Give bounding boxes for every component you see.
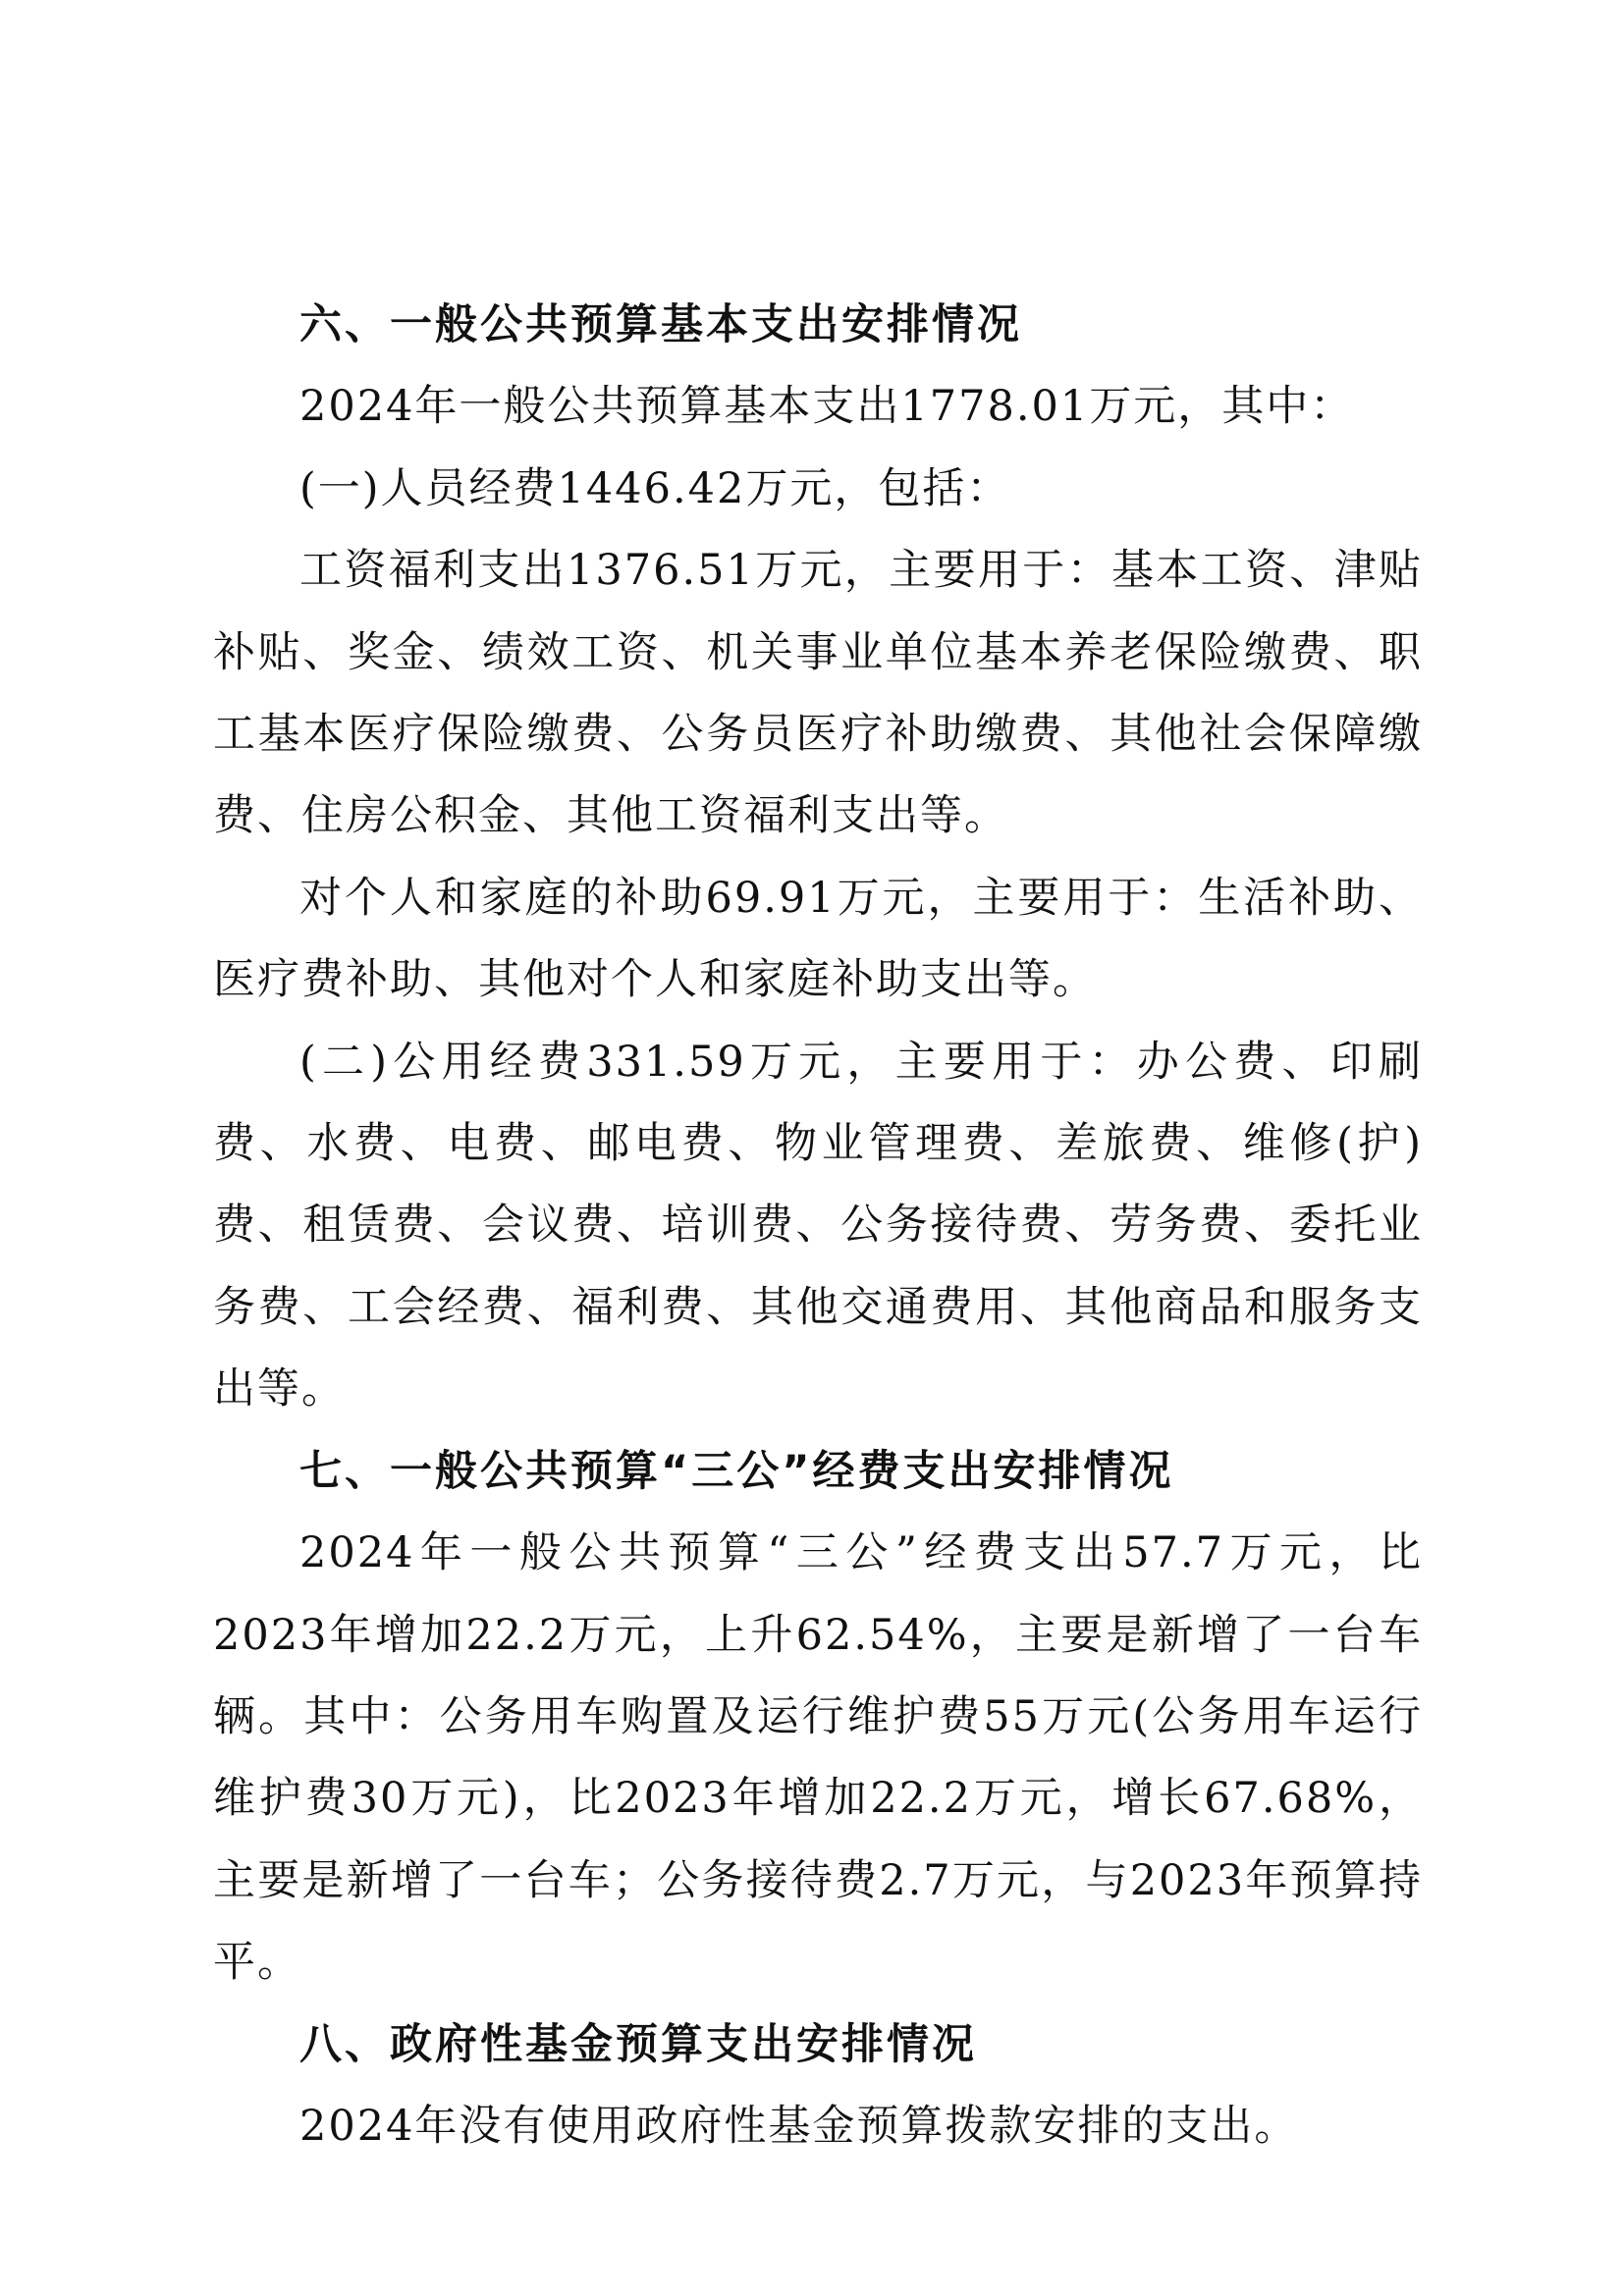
- paragraph-wages-welfare: 工资福利支出1376.51万元，主要用于：基本工资、津贴补贴、奖金、绩效工资、机关事业单位基本养老保险缴费、职工基本医疗保险缴费、公务员医疗补助缴费、其他社会保障缴费、住房公积金、其他工资福利支出等。: [213, 546, 1423, 841]
- paragraph-government-fund: 2024年没有使用政府性基金预算拨款安排的支出。: [299, 2101, 1299, 2151]
- paragraph-public-expenses: (二)公用经费331.59万元，主要用于：办公费、印刷费、水费、电费、邮电费、物业管理费、差旅费、维修(护)费、租赁费、会议费、培训费、公务接待费、劳务费、委托业务费、工会经费、福利费、其他交通费用、其他商品和服务支出等。: [213, 1037, 1423, 1415]
- section-heading-8: 八、政府性基金预算支出安排情况: [299, 2019, 977, 2069]
- section-heading-6: 六、一般公共预算基本支出安排情况: [299, 300, 1022, 349]
- paragraph-three-public-expenses: 2024年一般公共预算“三公”经费支出57.7万元，比2023年增加22.2万元，上升62.54%，主要是新增了一台车辆。其中：公务用车购置及运行维护费55万元(公务用车运行维护费30万元)，比2023年增加22.2万元，增长67.68%，主要是新增了一台车；公务接待费2.7万元，与2023年预算持平。: [213, 1528, 1423, 1988]
- paragraph-family-subsidy: 对个人和家庭的补助69.91万元，主要用于：生活补助、医疗费补助、其他对个人和家庭补助支出等。: [213, 873, 1423, 1005]
- paragraph-personnel-expenses: (一)人员经费1446.42万元，包括：: [299, 463, 1011, 513]
- section-heading-7: 七、一般公共预算“三公”经费支出安排情况: [299, 1446, 1174, 1496]
- paragraph-basic-expenditure-total: 2024年一般公共预算基本支出1778.01万元，其中：: [299, 382, 1355, 432]
- document-body: [213, 285, 1423, 2167]
